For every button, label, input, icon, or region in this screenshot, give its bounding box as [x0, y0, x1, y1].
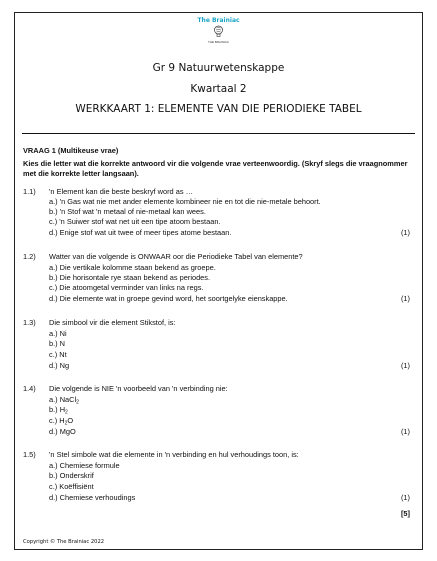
option-a: a.) NaCl$_2$: [49, 395, 79, 406]
section-heading: VRAAG 1 (Multikeuse vrae): [23, 146, 119, 155]
option-d: d.) Chemiese verhoudings: [49, 493, 136, 502]
option-a: a.) Ni: [49, 329, 67, 338]
question-mark: (1): [400, 427, 410, 436]
question-mark: (1): [400, 493, 410, 502]
question-text: 'n Stel simbole wat die elemente in 'n verbinding en hul verhoudings toon, is:: [49, 450, 299, 459]
question-text: Watter van die volgende is ONWAAR oor die Periodieke Tabel van elemente?: [49, 252, 303, 261]
question-text: Die volgende is NIE 'n voorbeeld van 'n verbinding nie:: [49, 384, 228, 393]
option-d: d.) Ng: [49, 361, 70, 370]
question-number: 1.2): [23, 252, 36, 261]
option-d: d.) Enige stof wat uit twee of meer tipes atome bestaan.: [49, 228, 232, 237]
instructions: Kies die letter wat die korrekte antwoord vir die volgende vrae verteenwoordig. (Skryf slegs die vraagnommer met die korrekte letter langsaan).: [23, 159, 408, 178]
option-b: b.) N: [49, 339, 66, 348]
option-d: d.) MgO: [49, 427, 76, 436]
question-number: 1.5): [23, 450, 36, 459]
logo-caption: THE BRAINIAC: [207, 40, 229, 44]
option-c: c.) Koëffisiënt: [49, 482, 94, 491]
question-text: Die simbool vir die element Stikstof, is:: [49, 318, 176, 327]
question-number: 1.3): [23, 318, 36, 327]
option-a: a.) Die vertikale kolomme staan bekend as groepe.: [49, 263, 216, 272]
header-divider: [22, 133, 415, 134]
option-c: c.) $H_2O$: [49, 416, 74, 427]
option-b: b.) Onderskrif: [49, 471, 94, 480]
option-c: c.) 'n Suiwer stof wat net uit een tipe atoom bestaan.: [49, 217, 221, 226]
question-number: 1.1): [23, 187, 36, 196]
brainiac-logo-icon: [212, 25, 225, 38]
option-d: d.) Die elemente wat in groepe gevind word, het soortgelyke eienskappe.: [49, 294, 288, 303]
option-c: c.) Die atoomgetal verminder van links na regs.: [49, 283, 204, 292]
option-a: a.) 'n Gas wat nie met ander elemente kombineer nie en tot die nie-metale behoort.: [49, 197, 321, 206]
option-c: c.) Nt: [49, 350, 67, 359]
question-mark: (1): [400, 294, 410, 303]
question-mark: (1): [400, 228, 410, 237]
question-mark: (1): [400, 361, 410, 370]
total-marks: [5]: [400, 509, 410, 518]
copyright-footer: Copyright © The Brainiac 2022: [23, 539, 105, 545]
question-text: 'n Element kan die beste beskryf word as …: [49, 187, 193, 196]
worksheet-title: WERKKAART 1: ELEMENTE VAN DIE PERIODIEKE TABEL: [75, 103, 362, 115]
option-b: b.) Die horisontale rye staan bekend as periodes.: [49, 273, 211, 282]
brand-name: The Brainiac: [197, 17, 240, 24]
option-b: b.) 'n Stof wat 'n metaal of nie-metaal kan wees.: [49, 207, 206, 216]
option-b: b.) $H_2$: [49, 405, 68, 416]
question-number: 1.4): [23, 384, 36, 393]
option-a: a.) Chemiese formule: [49, 461, 120, 470]
term-heading: Kwartaal 2: [190, 83, 247, 95]
subject-heading: Gr 9 Natuurwetenskappe: [152, 62, 285, 74]
